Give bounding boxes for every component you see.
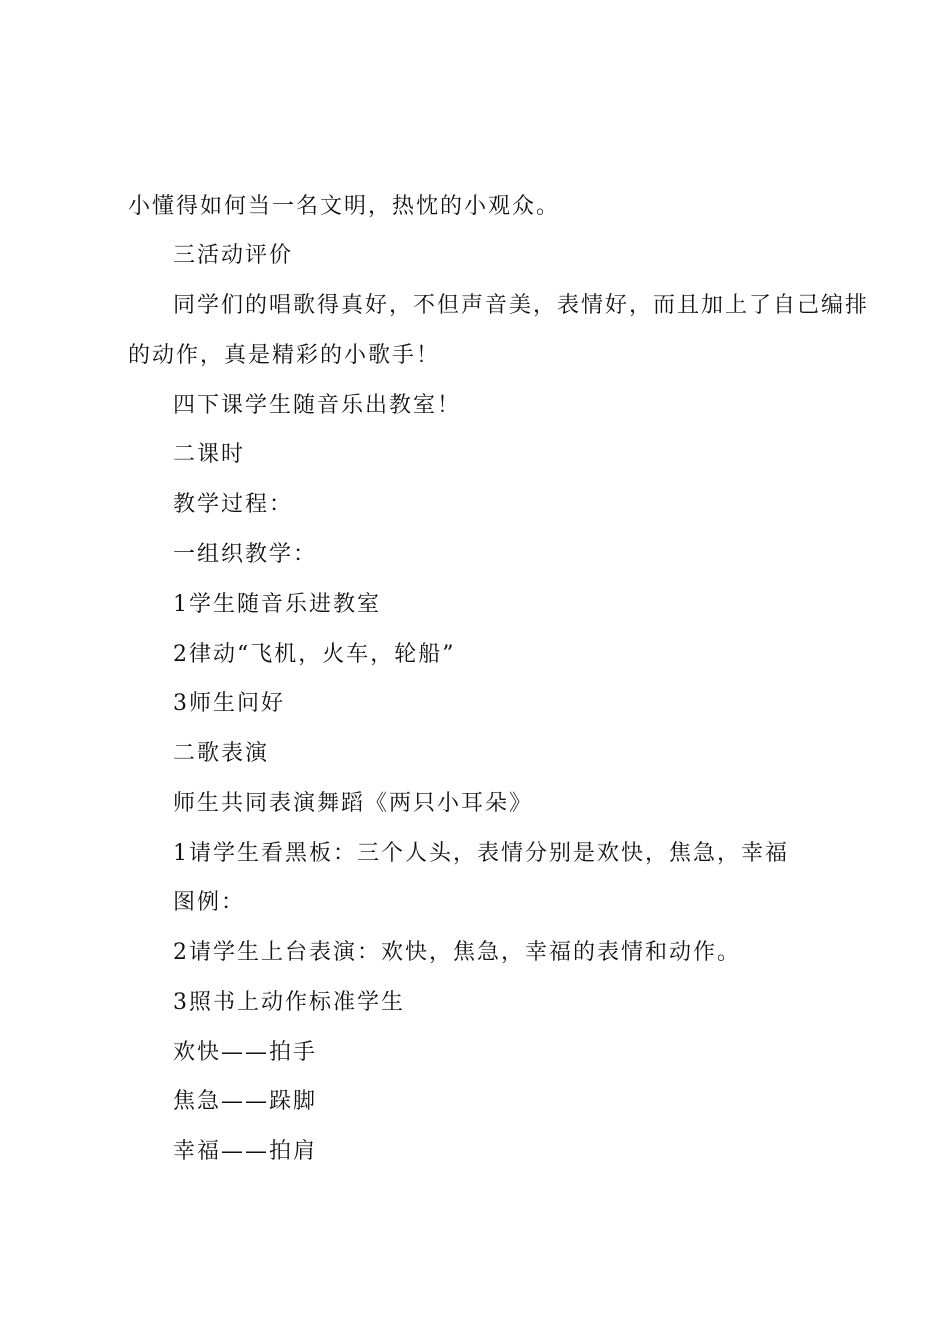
list-item: 3师生问好 [173,691,285,716]
section-heading: 一组织教学： [173,542,318,567]
text-line: 师生共同表演舞蹈《两只小耳朵》 [173,791,534,816]
section-heading: 二歌表演 [173,741,270,766]
text-line: 图例： [173,890,246,915]
section-heading: 四下课学生随音乐出教室！ [173,393,462,418]
list-item: 2律动“飞机，火车，轮船” [173,642,456,667]
list-item: 1学生随音乐进教室 [173,592,381,617]
section-heading: 二课时 [173,442,246,467]
text-line: 同学们的唱歌得真好，不但声音美，表情好，而且加上了自己编排 [173,293,870,318]
list-item: 3照书上动作标准学生 [173,990,405,1015]
section-heading: 三活动评价 [173,243,294,268]
list-item: 欢快——拍手 [173,1040,318,1065]
text-line: 小懂得如何当一名文明，热忱的小观众。 [128,194,561,219]
list-item: 2请学生上台表演：欢快，焦急，幸福的表情和动作。 [173,940,741,965]
list-item: 1请学生看黑板：三个人头，表情分别是欢快，焦急，幸福 [173,841,789,866]
text-line: 教学过程： [173,492,294,517]
text-line: 的动作，真是精彩的小歌手！ [128,343,441,368]
list-item: 幸福——拍肩 [173,1139,318,1164]
list-item: 焦急——跺脚 [173,1089,318,1114]
